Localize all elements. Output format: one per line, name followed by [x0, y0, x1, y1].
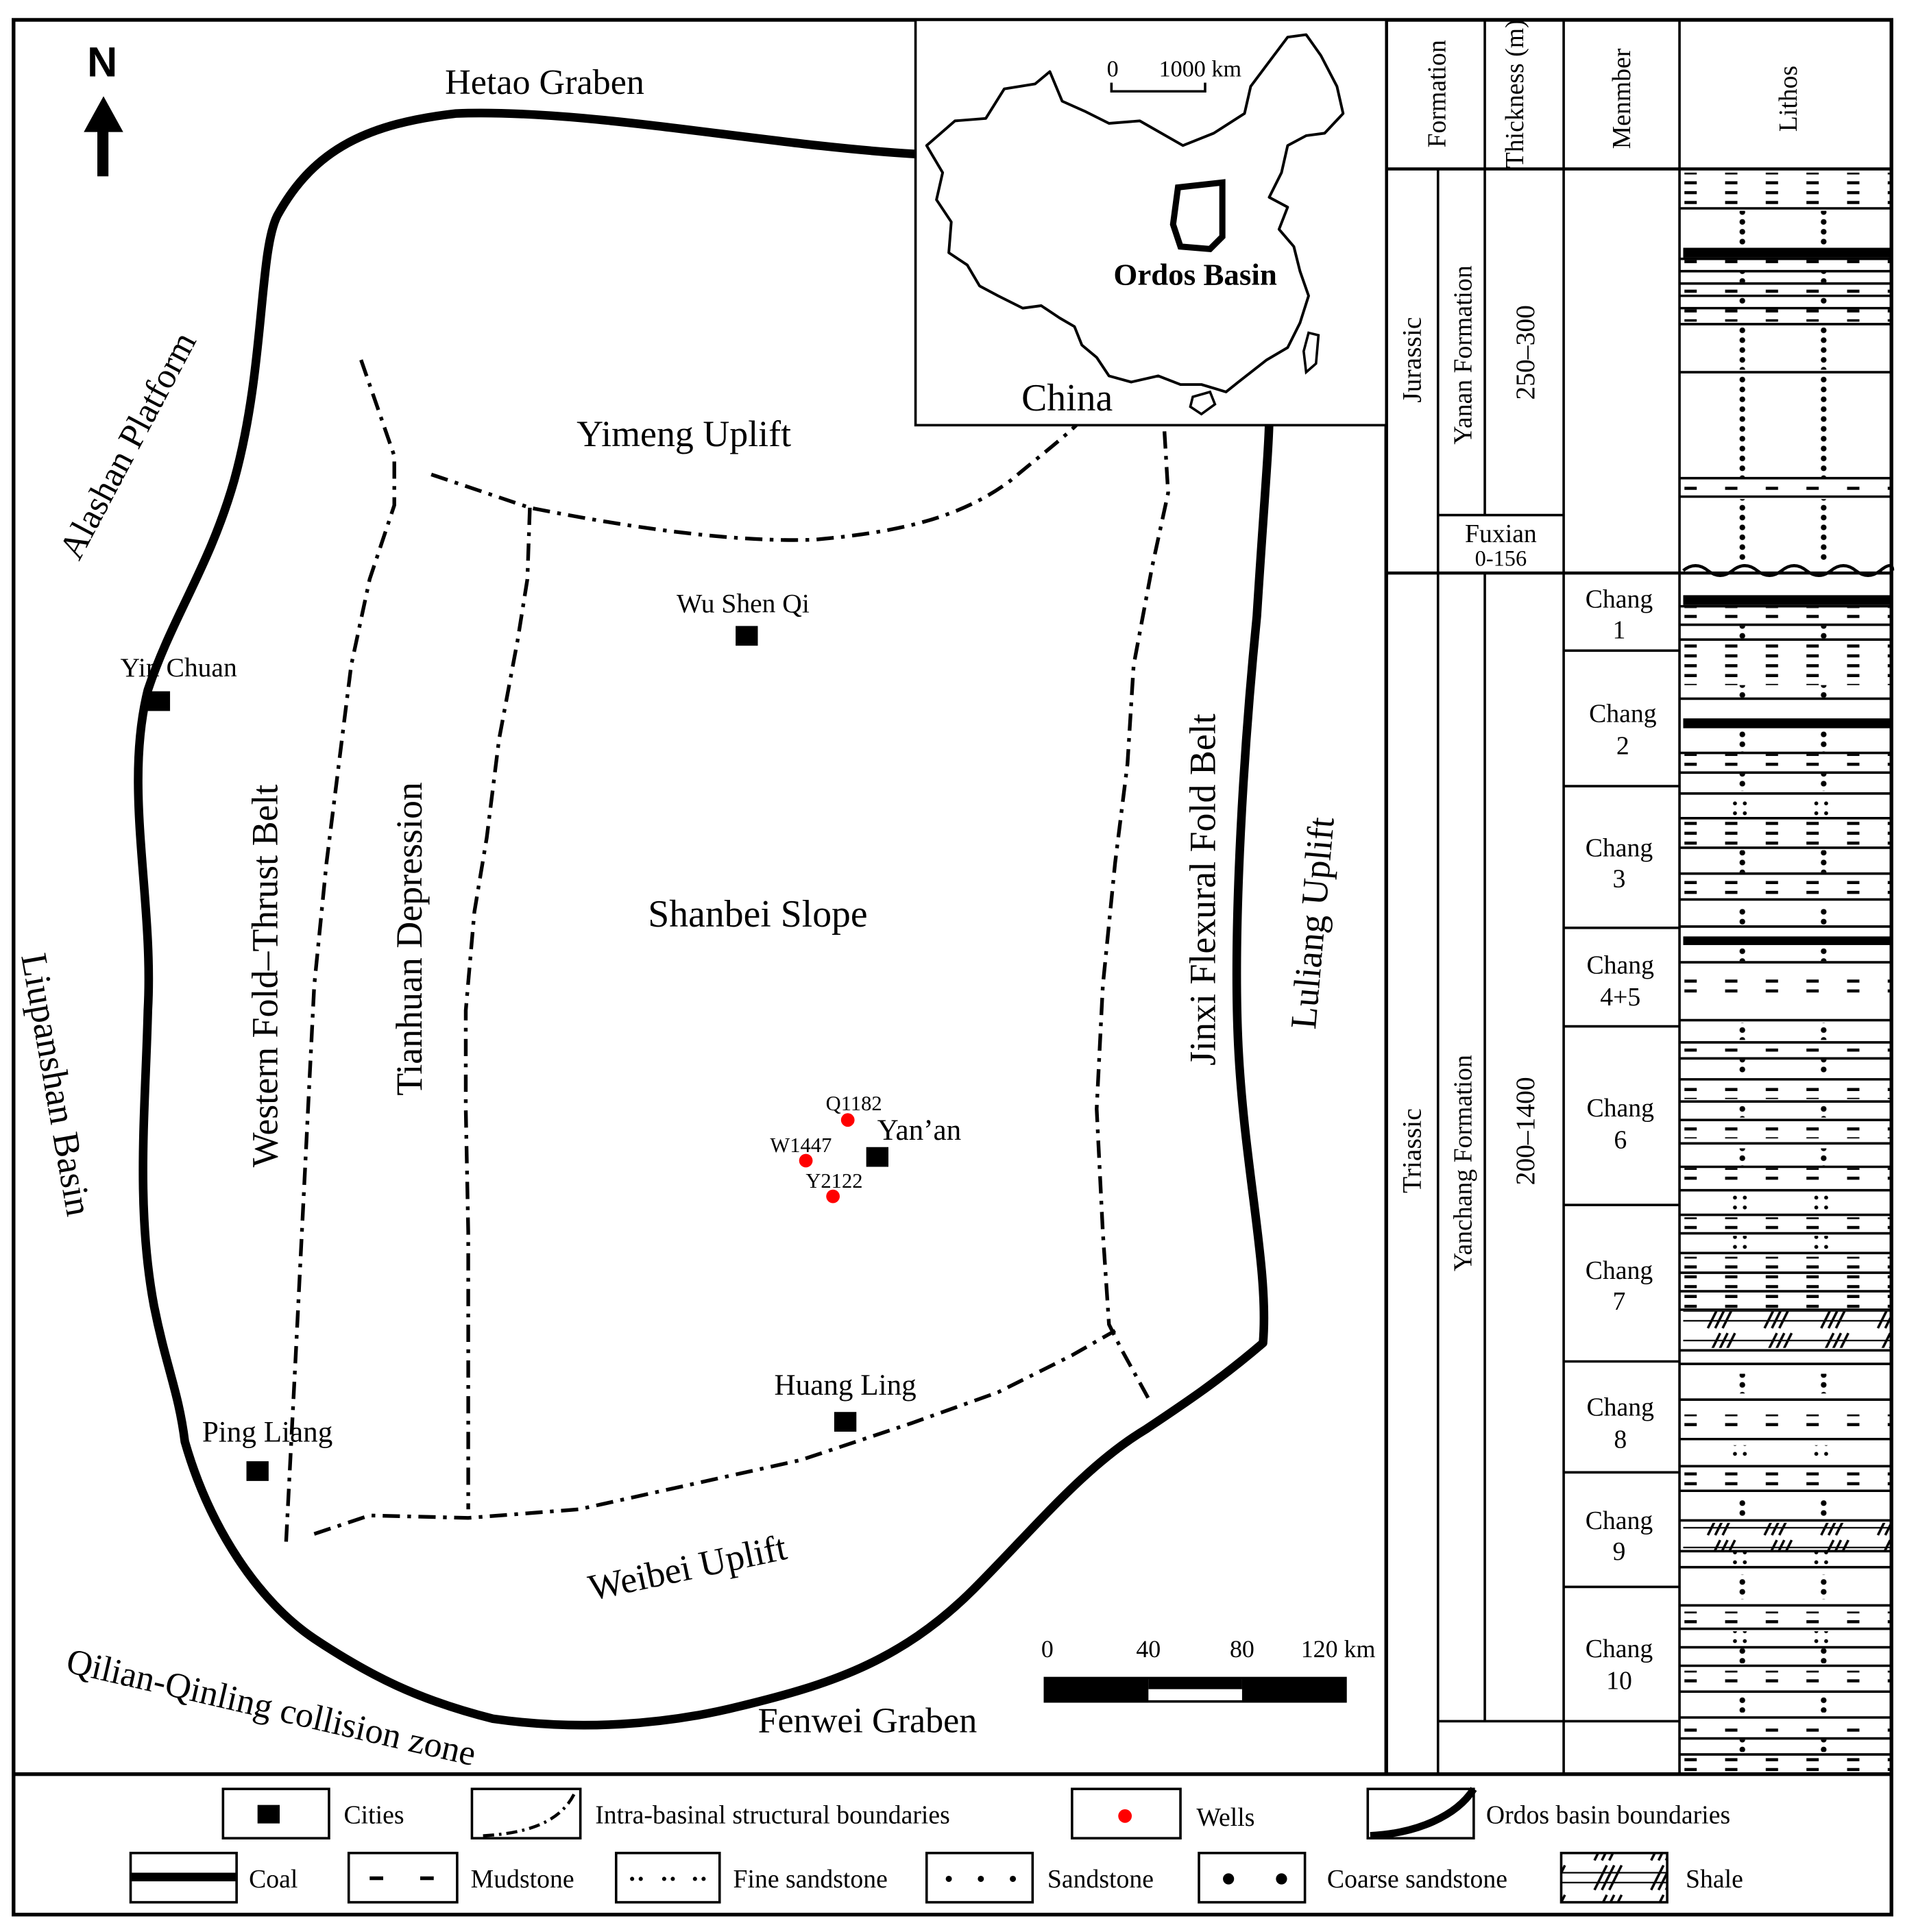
- legend-label: Cities: [343, 1800, 404, 1830]
- fine-sandstone-icon: [662, 1876, 666, 1881]
- label-alashan-platform: Alashan Platform: [51, 326, 204, 566]
- litho-mudstone: [1683, 754, 1890, 771]
- litho-coal: [1683, 936, 1890, 945]
- legend-label: Sandstone: [1047, 1865, 1154, 1894]
- fine-sandstone-icon: [701, 1876, 705, 1881]
- fine-sandstone-icon: [630, 1876, 634, 1881]
- members: [1564, 585, 1679, 1695]
- litho-sandstone: [1683, 1739, 1890, 1752]
- legend-box: [1368, 1789, 1474, 1838]
- city-label: Yan’an: [877, 1114, 962, 1147]
- litho-sandstone: [1683, 1574, 1890, 1599]
- legend-coarse-sandstone: [1199, 1853, 1507, 1903]
- system-triassic: Triassic: [1396, 1108, 1427, 1194]
- label-luliang-uplift: Luliang Uplift: [1283, 815, 1342, 1031]
- city-label: Wu Shen Qi: [676, 588, 810, 619]
- litho-sandstone: [1683, 211, 1890, 248]
- litho-fine-sandstone: [1683, 1445, 1890, 1460]
- legend-label: Coal: [249, 1865, 298, 1894]
- litho-mudstone: [1683, 1757, 1890, 1772]
- litho-mudstone: [1683, 1275, 1890, 1291]
- legend-intra-basinal-boundaries: [472, 1789, 949, 1838]
- litho-sandstone: [1683, 1696, 1890, 1713]
- member-chang-4-5-name: Chang: [1586, 951, 1655, 980]
- sandstone-icon: [1010, 1876, 1016, 1882]
- litho-sandstone: [1683, 851, 1890, 872]
- member-chang-6-name: Chang: [1586, 1093, 1655, 1123]
- system-jurassic: Jurassic: [1396, 317, 1427, 403]
- city-marker-icon: [247, 1461, 269, 1481]
- city-label: Ping Liang: [202, 1416, 333, 1449]
- label-western-fold-thrust-belt: Western Fold–Thrust Belt: [244, 784, 286, 1168]
- inset-scale-zero: 0: [1106, 56, 1119, 82]
- member-chang-2-name: Chang: [1589, 699, 1657, 729]
- scale-bar-segment: [1242, 1678, 1346, 1701]
- well-label: W1447: [770, 1133, 832, 1157]
- member-chang-1-num: 1: [1612, 615, 1626, 645]
- thickness-yanan: 250–300: [1509, 305, 1540, 400]
- litho-sandstone: [1683, 326, 1890, 370]
- label-jinxi-flexural-fold-belt: Jinxi Flexural Fold Belt: [1182, 713, 1224, 1066]
- litho-sandstone: [1683, 1023, 1890, 1040]
- member-chang-3-name: Chang: [1585, 833, 1653, 863]
- litho-sandstone: [1683, 1149, 1890, 1166]
- label-tianhuan-depression: Tianhuan Depression: [388, 782, 430, 1096]
- litho-coal: [1683, 248, 1890, 258]
- north-label: N: [87, 38, 118, 86]
- litho-mudstone: [1683, 978, 1890, 998]
- litho-sandstone: [1683, 729, 1890, 751]
- litho-sandstone: [1683, 774, 1890, 791]
- litho-sandstone: [1683, 905, 1890, 925]
- shale-icon: [1561, 1853, 1667, 1903]
- litho-mudstone: [1683, 309, 1890, 321]
- legend-label: Wells: [1196, 1803, 1255, 1833]
- thickness-yanchang: 200–1400: [1509, 1077, 1540, 1186]
- fine-sandstone-icon: [693, 1876, 697, 1881]
- member-chang-10-name: Chang: [1585, 1634, 1653, 1663]
- north-arrow-head-icon: [84, 96, 123, 132]
- inset-scale-end: 1000 km: [1158, 56, 1242, 82]
- north-arrow-shaft: [97, 130, 108, 176]
- litho-mudstone: [1683, 1124, 1890, 1139]
- city-yinchuan: [121, 652, 237, 711]
- litho-sandstone: [1683, 1497, 1890, 1517]
- litho-sandstone: [1683, 1103, 1890, 1118]
- city-marker-icon: [866, 1147, 888, 1167]
- well-y2122: [805, 1169, 862, 1203]
- member-chang-4-5-num: 4+5: [1600, 983, 1641, 1012]
- label-liupanshan-basin: Liupanshan Basin: [13, 950, 100, 1219]
- legend-label: Fine sandstone: [733, 1865, 888, 1894]
- label-shanbei-slope: Shanbei Slope: [648, 892, 868, 936]
- scale-tick-80: 80: [1229, 1635, 1254, 1663]
- city-marker-icon: [834, 1412, 856, 1432]
- litho-mudstone: [1683, 1722, 1890, 1737]
- fine-sandstone-icon: [670, 1876, 675, 1881]
- litho-sandstone: [1683, 1060, 1890, 1075]
- mudstone-icon: [420, 1876, 434, 1880]
- fine-sandstone-icon: [639, 1876, 643, 1881]
- boundary-weibei: [314, 1331, 1115, 1534]
- litho-mudstone: [1683, 260, 1890, 270]
- legend-box: [472, 1789, 580, 1838]
- member-chang-2-num: 2: [1616, 731, 1629, 761]
- mudstone-icon: [369, 1876, 383, 1880]
- well-marker-icon: [1118, 1809, 1132, 1823]
- litho-mudstone: [1683, 173, 1890, 207]
- litho-sandstone: [1683, 297, 1890, 306]
- scale-tick-40: 40: [1136, 1635, 1161, 1663]
- legend-label: Intra-basinal structural boundaries: [595, 1800, 950, 1830]
- inset-map: [916, 20, 1387, 425]
- litho-fine-sandstone: [1683, 1631, 1890, 1646]
- city-label: Huang Ling: [774, 1369, 917, 1402]
- inset-basin-label: Ordos Basin: [1113, 257, 1277, 292]
- lithology-column: [1679, 173, 1893, 1772]
- litho-sandstone: [1683, 499, 1890, 561]
- fuxian-thickness: 0-156: [1475, 546, 1527, 571]
- litho-mudstone: [1683, 1611, 1890, 1626]
- litho-shale: [1683, 1523, 1890, 1550]
- scale-bar-segment: [1148, 1678, 1242, 1689]
- litho-sandstone: [1683, 1373, 1890, 1393]
- city-huangling: [775, 1369, 917, 1432]
- member-chang-7-name: Chang: [1585, 1256, 1653, 1286]
- header-formation: Formation: [1422, 40, 1452, 148]
- litho-mudstone: [1683, 1257, 1890, 1272]
- well-label: Q1182: [825, 1091, 882, 1115]
- sandstone-icon: [978, 1876, 984, 1882]
- city-marker-icon: [258, 1805, 280, 1824]
- member-chang-6-num: 6: [1614, 1125, 1627, 1155]
- litho-mudstone: [1683, 1671, 1890, 1688]
- litho-fine-sandstone: [1683, 801, 1890, 816]
- scale-tick-120: 120 km: [1300, 1635, 1376, 1663]
- legend-shale: [1561, 1853, 1743, 1903]
- legend-coal: [131, 1853, 298, 1903]
- legend-sandstone: [927, 1853, 1154, 1903]
- litho-mudstone: [1683, 1084, 1890, 1099]
- header-thickness: Thickness (m): [1500, 19, 1529, 169]
- legend-label: Ordos basin boundaries: [1485, 1800, 1731, 1830]
- coarse-sandstone-icon: [1223, 1873, 1234, 1884]
- well-q1182: [826, 1092, 882, 1127]
- member-chang-3-num: 3: [1612, 864, 1626, 894]
- litho-mudstone: [1683, 820, 1890, 845]
- litho-mudstone: [1683, 1294, 1890, 1309]
- member-chang-10-num: 10: [1606, 1666, 1632, 1696]
- litho-mudstone: [1683, 641, 1890, 685]
- inset-country-label: China: [1021, 376, 1113, 419]
- legend: [131, 1789, 1743, 1902]
- boundary-western: [286, 360, 394, 1546]
- city-wushenqi: [677, 589, 810, 646]
- label-hetao-graben: Hetao Graben: [445, 62, 644, 102]
- litho-mudstone: [1683, 875, 1890, 896]
- legend-label: Coarse sandstone: [1326, 1865, 1507, 1894]
- boundary-line-icon: [483, 1794, 574, 1835]
- city-label: Yin Chuan: [120, 652, 237, 683]
- litho-mudstone: [1683, 1045, 1890, 1057]
- scale-bar: [1041, 1635, 1376, 1702]
- litho-fine-sandstone: [1683, 1195, 1890, 1212]
- city-pingliang: [202, 1416, 332, 1481]
- litho-fine-sandstone: [1683, 1236, 1890, 1251]
- north-arrow: [84, 39, 123, 177]
- member-chang-1-name: Chang: [1585, 585, 1653, 614]
- litho-coal: [1683, 595, 1890, 604]
- legend-label: Mudstone: [470, 1865, 574, 1894]
- basin-boundary-icon: [1370, 1789, 1474, 1835]
- litho-mudstone: [1683, 1217, 1890, 1232]
- member-chang-9-name: Chang: [1585, 1506, 1653, 1535]
- litho-mudstone: [1683, 1472, 1890, 1487]
- formation-yanan: Yanan Formation: [1448, 265, 1478, 445]
- legend-fine-sandstone: [616, 1853, 888, 1903]
- well-label: Y2122: [805, 1169, 863, 1193]
- scale-bar-segment: [1045, 1678, 1148, 1701]
- litho-sandstone: [1683, 272, 1890, 282]
- litho-sandstone: [1683, 1648, 1890, 1663]
- litho-coal: [1683, 718, 1890, 728]
- legend-cities: [223, 1789, 404, 1838]
- map-panel: [13, 20, 1386, 1774]
- litho-sandstone: [1683, 946, 1890, 962]
- litho-mudstone: [1683, 1168, 1890, 1185]
- legend-box: [349, 1853, 457, 1903]
- litho-mudstone: [1683, 1415, 1890, 1432]
- litho-sandstone: [1683, 685, 1890, 698]
- coal-icon: [131, 1872, 237, 1881]
- member-chang-7-num: 7: [1612, 1287, 1626, 1317]
- legend-wells: [1072, 1789, 1255, 1838]
- formation-fuxian: Fuxian: [1464, 519, 1537, 549]
- label-qilian-qinling-collision-zone: Qilian-Qinling collision zone: [62, 1641, 480, 1774]
- header-member: Menmber: [1607, 48, 1637, 149]
- label-yimeng-uplift: Yimeng Uplift: [577, 413, 792, 454]
- well-marker-icon: [841, 1113, 855, 1127]
- legend-label: Shale: [1686, 1865, 1743, 1894]
- city-marker-icon: [736, 626, 757, 646]
- label-fenwei-graben: Fenwei Graben: [757, 1701, 978, 1741]
- header-lithos: Lithos: [1773, 65, 1803, 132]
- well-w1447: [770, 1134, 832, 1167]
- legend-mudstone: [349, 1853, 574, 1903]
- city-marker-icon: [148, 692, 170, 711]
- litho-coarse-sandstone: [1683, 374, 1890, 477]
- legend-basin-boundaries: [1368, 1789, 1730, 1838]
- litho-sandstone: [1683, 626, 1890, 638]
- boundary-jinxi: [1097, 431, 1168, 1398]
- scale-tick-0: 0: [1041, 1635, 1054, 1663]
- legend-box: [1199, 1853, 1305, 1903]
- coarse-sandstone-icon: [1276, 1873, 1287, 1884]
- member-chang-8-num: 8: [1614, 1425, 1627, 1454]
- formation-yanchang: Yanchang Formation: [1448, 1055, 1478, 1272]
- stratigraphic-column: [1386, 19, 1893, 1774]
- sandstone-icon: [946, 1876, 952, 1882]
- boundary-tianhuan: [465, 508, 529, 1509]
- member-chang-8-name: Chang: [1586, 1393, 1655, 1422]
- litho-mudstone: [1683, 480, 1890, 496]
- city-yanan: [866, 1114, 962, 1167]
- member-chang-9-num: 9: [1612, 1537, 1626, 1566]
- litho-mudstone: [1683, 284, 1890, 294]
- litho-shale: [1683, 1311, 1890, 1348]
- label-weibei-uplift: Weibei Uplift: [585, 1526, 790, 1609]
- litho-mudstone: [1683, 607, 1890, 624]
